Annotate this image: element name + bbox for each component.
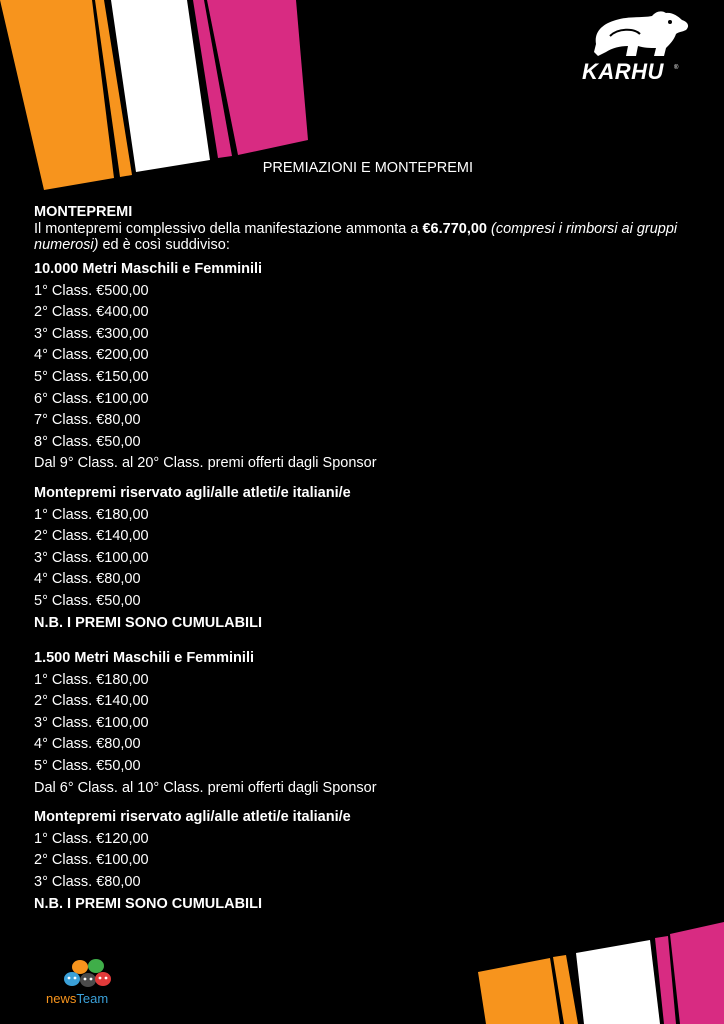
list-item: 2° Class. €100,00 xyxy=(34,852,149,869)
section-heading: 1.500 Metri Maschili e Femminili xyxy=(34,650,254,667)
newsteam-label-part1: news xyxy=(46,991,77,1006)
intro-heading: MONTEPREMI xyxy=(34,204,133,220)
intro-italic-note: (compresi i rimborsi ai gruppi numerosi) xyxy=(34,221,678,253)
section-heading: Montepremi riservato agli/alle atleti/e italiani/e xyxy=(34,809,351,826)
list-item: 5° Class. €50,00 xyxy=(34,758,141,775)
newsteam-logo xyxy=(46,958,136,1010)
cumulative-note: N.B. I PREMI SONO CUMULABILI xyxy=(34,614,262,631)
list-item: 2° Class. €400,00 xyxy=(34,304,149,321)
list-item: 4° Class. €80,00 xyxy=(34,571,141,588)
list-item: 4° Class. €80,00 xyxy=(34,736,141,753)
section-heading: 10.000 Metri Maschili e Femminili xyxy=(34,261,263,277)
page-title: PREMIAZIONI E MONTEPREMI xyxy=(262,160,473,176)
list-item: Dal 9° Class. al 20° Class. premi offerti dagli Sponsor xyxy=(34,455,377,472)
list-item: 2° Class. €140,00 xyxy=(34,528,149,545)
list-item: 3° Class. €100,00 xyxy=(34,714,149,731)
list-item: Dal 6° Class. al 10° Class. premi offerti dagli Sponsor xyxy=(34,779,377,796)
intro-text-before: Il montepremi complessivo della manifestazione ammonta a xyxy=(34,221,423,237)
newsteam-label-part2: Team xyxy=(76,991,109,1006)
list-item: 1° Class. €180,00 xyxy=(34,506,149,523)
list-item: 3° Class. €100,00 xyxy=(34,549,149,566)
bottom-thin-magenta-stripe xyxy=(655,936,676,1024)
list-item: 3° Class. €300,00 xyxy=(34,325,149,342)
list-item: 1° Class. €180,00 xyxy=(34,671,149,688)
bottom-orange-stripe xyxy=(478,958,560,1024)
karhu-logo xyxy=(578,8,690,88)
brand-name: KARHU xyxy=(582,59,664,84)
bottom-magenta-stripe xyxy=(670,922,724,1024)
list-item: 7° Class. €80,00 xyxy=(34,412,141,429)
list-item: 4° Class. €200,00 xyxy=(34,347,149,364)
list-item: 1° Class. €500,00 xyxy=(34,282,149,299)
list-item: 3° Class. €80,00 xyxy=(34,874,141,891)
intro-paragraph xyxy=(34,221,694,253)
intro-total-amount: €6.770,00 xyxy=(422,221,487,237)
newsteam-label xyxy=(46,991,108,1006)
intro-text-after: ed è così suddiviso: xyxy=(98,237,230,253)
list-item: 6° Class. €100,00 xyxy=(34,390,149,407)
list-item: 5° Class. €50,00 xyxy=(34,592,141,609)
prize-content xyxy=(34,204,694,915)
section-heading: Montepremi riservato agli/alle atleti/e italiani/e xyxy=(34,484,351,501)
bear-icon xyxy=(590,8,690,58)
bottom-white-stripe xyxy=(576,940,660,1024)
registered-mark: ® xyxy=(674,65,679,71)
list-item: 1° Class. €120,00 xyxy=(34,830,149,847)
cumulative-note: N.B. I PREMI SONO CUMULABILI xyxy=(34,895,262,912)
list-item: 2° Class. €140,00 xyxy=(34,693,149,710)
list-item: 5° Class. €150,00 xyxy=(34,368,149,385)
bottom-thin-orange-stripe xyxy=(553,955,578,1024)
speech-bubbles-icon xyxy=(60,958,120,992)
list-item: 8° Class. €50,00 xyxy=(34,433,141,450)
